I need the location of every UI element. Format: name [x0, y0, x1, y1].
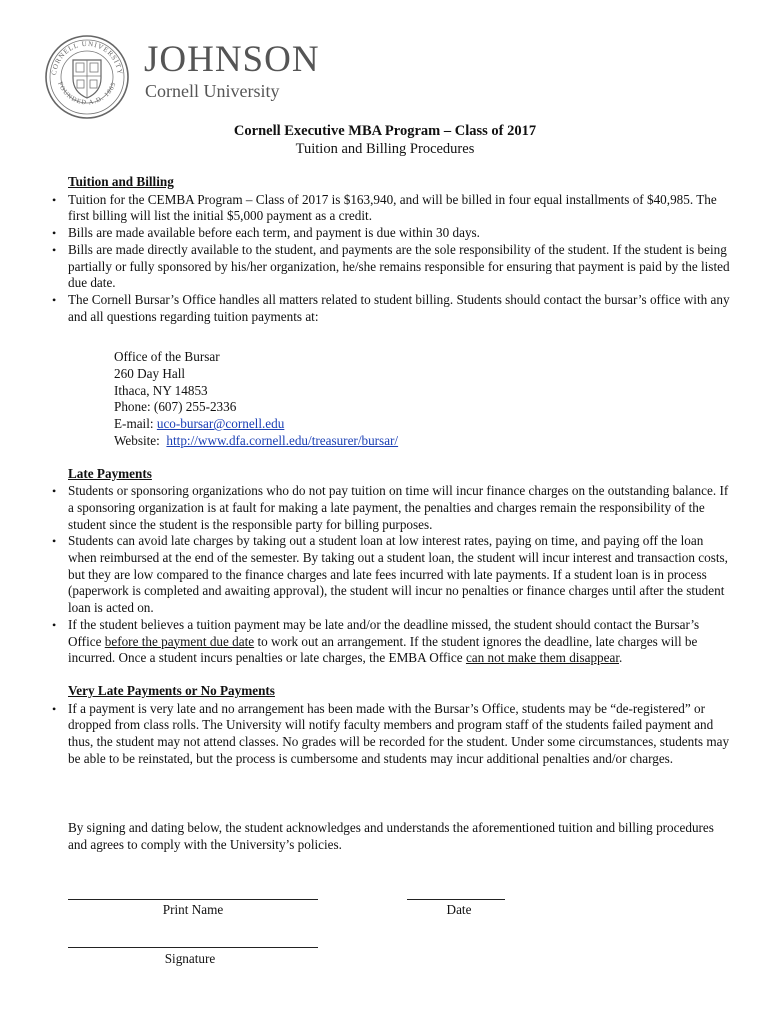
main-content [50, 174, 730, 768]
list-item: • Bills are made directly available to the student, and payments are the sole responsibility of the student. If the student is being partially or fully sponsored by his/her organization, he/she remains responsible for ensuring that payment is paid by the listed due date. [52, 241, 730, 291]
section-heading-very-late: Very Late Payments or No Payments [68, 682, 275, 698]
print-name-label: Print Name [162, 902, 224, 917]
date-label: Date [446, 902, 472, 917]
date-line[interactable] [407, 899, 505, 900]
address-street: 260 Day Hall [114, 366, 186, 382]
underlined-text: before the payment due date [104, 633, 255, 649]
late-payments-list [50, 483, 730, 667]
svg-text:FOUNDED A.D. 1865: FOUNDED A.D. 1865 [56, 80, 118, 107]
signature-line[interactable] [68, 947, 318, 948]
list-item: • Tuition for the CEMBA Program – Class of 2017 is $163,940, and will be billed in four equal installments of $40,985. The first billing will list the initial $5,000 payment as a credit. [52, 191, 717, 224]
section-heading-late: Late Payments [68, 465, 152, 481]
bursar-address [114, 349, 730, 449]
email-link[interactable]: uco-bursar@cornell.edu [156, 416, 285, 432]
svg-text:CORNELL UNIVERSITY: CORNELL UNIVERSITY [49, 39, 125, 76]
website-link[interactable]: http://www.dfa.cornell.edu/treasurer/bursar/ [166, 432, 399, 448]
bullet-icon: • [52, 701, 57, 716]
bullet-icon: • [52, 226, 57, 241]
underlined-text: can not make them disappear [465, 650, 620, 666]
tuition-list [50, 192, 730, 326]
brand-subtitle: Cornell University [145, 81, 280, 101]
print-name-line[interactable] [68, 899, 318, 900]
cornell-seal-icon [44, 34, 130, 120]
very-late-list [50, 701, 730, 768]
signature-label: Signature [164, 951, 216, 966]
address-phone: Phone: (607) 255-2336 [114, 399, 237, 415]
list-item: • The Cornell Bursar’s Office handles all matters related to student billing. Students should contact the bursar’s office with any and all questions regarding tuition payments at: [52, 291, 730, 324]
bullet-icon: • [52, 534, 57, 549]
bullet-icon: • [52, 292, 57, 307]
bullet-icon: • [52, 484, 57, 499]
document-title: Cornell Executive MBA Program – Class of 2017 [233, 123, 537, 139]
address-city: Ithaca, NY 14853 [114, 382, 208, 398]
list-item: • If a payment is very late and no arrangement has been made with the Bursar’s Office, students may be “de-registered” or dropped from class rolls. The University will notify faculty members and program staff of the students failed payment and thus, the student may not attend classes. No grades will be recorded for the student. Under some circumstances, students may be able to be reinstated, but the process is cumbersome and students may incur additional penalties and/or charges. [52, 700, 730, 766]
bullet-icon: • [52, 242, 57, 257]
acknowledgement-text: By signing and dating below, the student acknowledges and understands the aforementioned tuition and billing procedures and agrees to comply with the University’s policies. [68, 820, 714, 852]
address-office: Office of the Bursar [114, 349, 220, 365]
section-heading-tuition: Tuition and Billing [68, 174, 174, 189]
title-block [0, 122, 770, 158]
address-email-line: E-mail: uco-bursar@cornell.edu [114, 416, 285, 432]
bullet-icon: • [52, 617, 57, 632]
brand-title: JOHNSON [144, 39, 320, 80]
document-subtitle: Tuition and Billing Procedures [295, 141, 475, 157]
list-item: • Students can avoid late charges by taking out a student loan at low interest rates, paying on time, and paying off the loan when reimbursed at the end of the semester. By taking out a student loan, the student will incur interest and transaction costs, but they are low compared to the finance charges and late fees incurred with late payments. If a student loan is in process (paperwork is completed and awaiting approval), the student will incur no penalties or finance charges until after the student loan is acted on. [52, 533, 728, 616]
list-item: • Students or sponsoring organizations who do not pay tuition on time will incur finance charges on the outstanding balance. If a sponsoring organization is at fault for making a late payment, the penalties and charges remain the responsibility of the student since the student is the responsible party for billing purposes. [52, 483, 729, 532]
list-item: • If the student believes a tuition payment may be late and/or the deadline missed, the student should contact the Bursar’s Office before the payment due date to work out an arrangement. If the student ignores the deadline, late charges will be incurred. Once a student incurs penalties or late charges, the EMBA Office can not make them disappear. [52, 616, 700, 666]
list-item: • Bills are made available before each term, and payment is due within 30 days. [52, 225, 480, 241]
bullet-icon: • [52, 192, 57, 207]
address-website-line: Website: http://www.dfa.cornell.edu/treasurer/bursar/ [114, 432, 399, 448]
